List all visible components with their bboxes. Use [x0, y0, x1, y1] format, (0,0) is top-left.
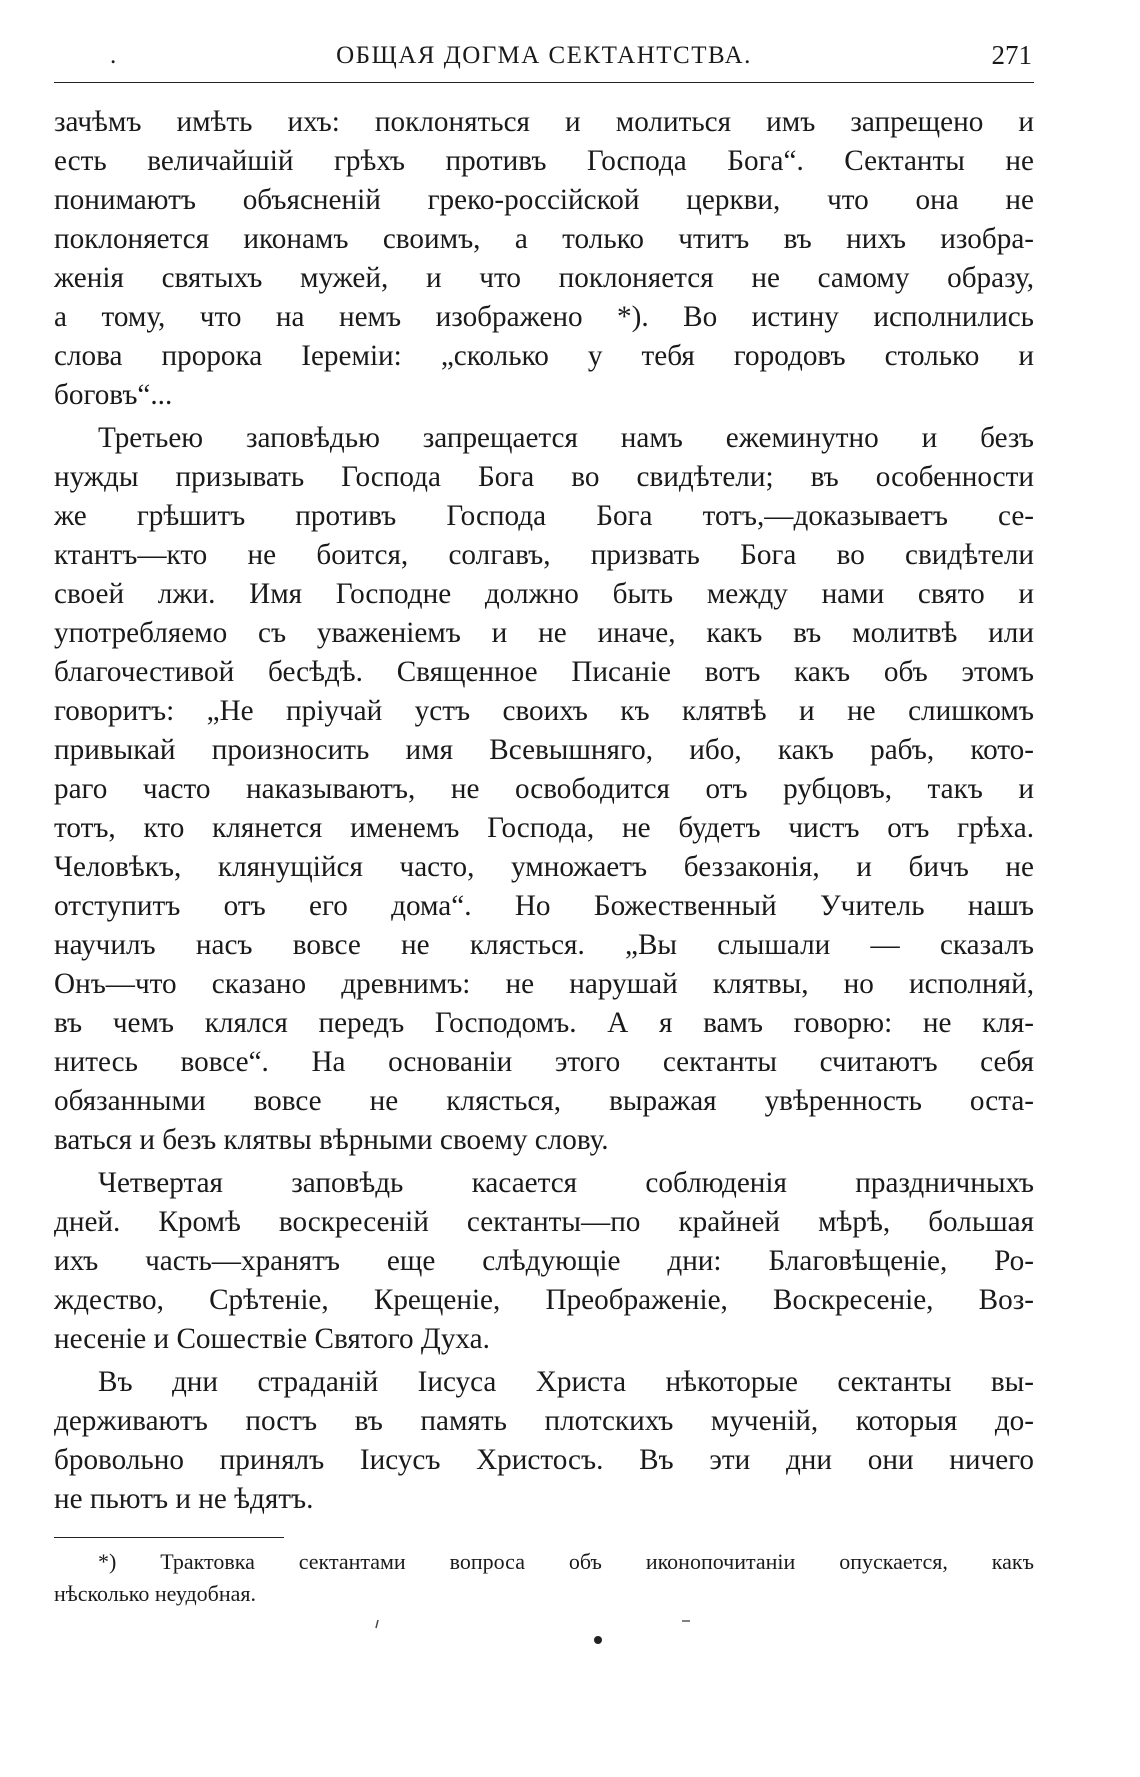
text-line: Онъ—что сказано древнимъ: не нарушай клятвы, но исполняй,: [54, 968, 1034, 1000]
text-line: а тому, что на немъ изображено *). Во истину исполнились: [54, 301, 1034, 333]
text-line: Третьею заповѣдью запрещается намъ ежеминутно и безъ: [98, 422, 1034, 454]
running-title: ОБЩАЯ ДОГМА СЕКТАНТСТВА.: [336, 42, 752, 69]
ink-speck: [594, 1636, 602, 1644]
text-line: бровольно принялъ Іисусъ Христосъ. Въ эти дни они ничего: [54, 1444, 1034, 1476]
ink-mark: [376, 1620, 378, 1628]
footnote-line: *) Трактовка сектантами вопроса объ иконопочитаніи опускается, какъ: [98, 1549, 1034, 1574]
text-line: не пьютъ и не ѣдятъ.: [54, 1483, 314, 1515]
text-line: Четвертая заповѣдь касается соблюденія праздничныхъ: [98, 1167, 1034, 1199]
text-line: нужды призывать Господа Бога во свидѣтели; въ особенности: [54, 461, 1034, 493]
text-line: поклоняется иконамъ своимъ, а только чтитъ въ нихъ изобра-: [54, 223, 1034, 255]
text-line: Въ дни страданій Іисуса Христа нѣкоторые сектанты вы-: [98, 1366, 1034, 1398]
text-line: говоритъ: „Не пріучай устъ своихъ къ клятвѣ и не слишкомъ: [54, 695, 1034, 727]
text-line: женія святыхъ мужей, и что поклоняется не самому образу,: [54, 262, 1034, 294]
text-line: держиваютъ постъ въ память плотскихъ мученій, которыя до-: [54, 1405, 1034, 1437]
page-number: 271: [991, 40, 1032, 70]
text-line: ктантъ—кто не боится, солгавъ, призвать Бога во свидѣтели: [54, 539, 1034, 571]
text-line: обязанными вовсе не клясться, выражая увѣренность оста-: [54, 1085, 1034, 1117]
text-line: въ чемъ клялся передъ Господомъ. А я вамъ говорю: не кля-: [54, 1007, 1034, 1039]
text-line: тотъ, кто клянется именемъ Господа, не будетъ чистъ отъ грѣха.: [54, 812, 1034, 844]
text-line: понимаютъ объясненій греко-россійской церкви, что она не: [54, 184, 1034, 216]
text-line: употребляемо съ уваженіемъ и не иначе, какъ въ молитвѣ или: [54, 617, 1034, 649]
text-line: ихъ часть—хранятъ еще слѣдующіе дни: Благовѣщеніе, Ро-: [54, 1245, 1034, 1277]
text-line: ваться и безъ клятвы вѣрными своему слову.: [54, 1124, 609, 1156]
text-line: же грѣшитъ противъ Господа Бога тотъ,—доказываетъ се-: [54, 500, 1034, 532]
text-line: дней. Кромѣ воскресеній сектанты—по крайней мѣрѣ, большая: [54, 1206, 1034, 1238]
text-line: научилъ насъ вовсе не клясться. „Вы слышали — сказалъ: [54, 929, 1034, 961]
text-line: привыкай произносить имя Всевышняго, ибо, какъ рабъ, кото-: [54, 734, 1034, 766]
text-line: слова пророка Іереміи: „сколько у тебя городовъ столько и: [54, 340, 1034, 372]
text-line: нитесь вовсе“. На основаніи этого сектанты считаютъ себя: [54, 1046, 1034, 1078]
text-line: зачѣмъ имѣть ихъ: поклоняться и молиться имъ запрещено и: [54, 106, 1034, 138]
text-line: своей лжи. Имя Господне должно быть между нами свято и: [54, 578, 1034, 610]
text-line: несеніе и Сошествіе Святого Духа.: [54, 1323, 490, 1355]
header-marker: .: [110, 42, 118, 69]
text-line: боговъ“...: [54, 379, 173, 411]
text-line: Человѣкъ, клянущійся часто, умножаетъ беззаконія, и бичъ не: [54, 851, 1034, 883]
text-line: благочестивой бесѣдѣ. Священное Писаніе вотъ какъ объ этомъ: [54, 656, 1034, 688]
text-line: ждество, Срѣтеніе, Крещеніе, Преображеніе, Воскресеніе, Воз-: [54, 1284, 1034, 1316]
text-line: отступитъ отъ его дома“. Но Божественный Учитель нашъ: [54, 890, 1034, 922]
text-line: раго часто наказываютъ, не освободится отъ рубцовъ, такъ и: [54, 773, 1034, 805]
footnote-line: нѣсколько неудобная.: [54, 1581, 256, 1606]
text-line: есть величайшій грѣхъ противъ Господа Бога“. Сектанты не: [54, 145, 1034, 177]
